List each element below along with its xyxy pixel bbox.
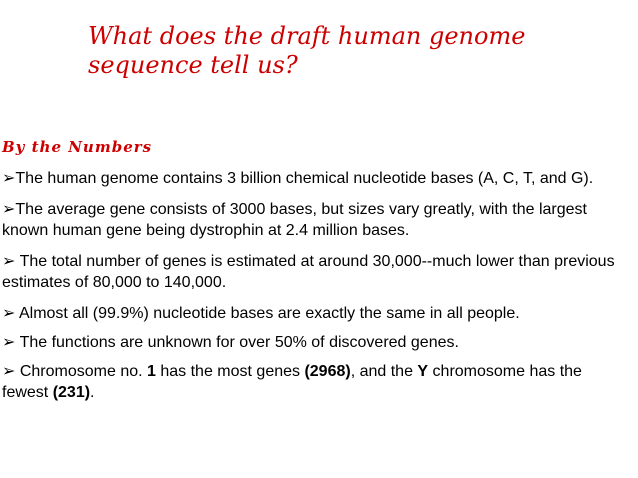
bullet-text: The total number of genes is estimated at around 30,000--much lower than previous estimates of 80,000 to 140,000. (2, 253, 615, 291)
bullet-text: . (90, 384, 95, 401)
bullet-text: The functions are unknown for over 50% of discovered genes. (15, 334, 459, 351)
bullet-text: The human genome contains 3 billion chemical nucleotide bases (A, C, T, and G). (15, 170, 594, 187)
list-item (2, 332, 632, 353)
bullet-text: Chromosome no. (15, 363, 148, 380)
most-genes-count: (2968) (304, 363, 351, 380)
bullet-list (2, 168, 632, 413)
chromosome-letter: Y (417, 363, 429, 380)
bullet-text: has the most genes (155, 363, 305, 380)
slide-title-line-1: What does the draft human genome (88, 22, 526, 50)
list-item (2, 303, 632, 324)
bullet-text: chromosome has the fewest (2, 363, 582, 401)
list-item (2, 251, 632, 293)
list-item (2, 361, 632, 403)
chromosome-number: 1 (147, 363, 156, 380)
arrow-bullet-icon: ➢ (2, 305, 16, 322)
arrow-bullet-icon: ➢ (2, 201, 16, 218)
fewest-genes-count: (231) (52, 384, 91, 401)
bullet-text: Almost all (99.9%) nucleotide bases are exactly the same in all people. (15, 305, 520, 322)
section-heading: By the Numbers (2, 138, 153, 156)
arrow-bullet-icon: ➢ (2, 170, 16, 187)
arrow-bullet-icon: ➢ (2, 334, 16, 351)
slide-title-line-2: sequence tell us? (88, 51, 298, 79)
slide-title (88, 22, 618, 80)
bullet-text: , and the (350, 363, 418, 380)
list-item (2, 199, 632, 241)
arrow-bullet-icon: ➢ (2, 253, 16, 270)
arrow-bullet-icon: ➢ (2, 363, 16, 380)
list-item (2, 168, 632, 189)
bullet-text: The average gene consists of 3000 bases, but sizes vary greatly, with the largest known human gene being dystrophin at 2.4 million bases. (2, 201, 587, 239)
